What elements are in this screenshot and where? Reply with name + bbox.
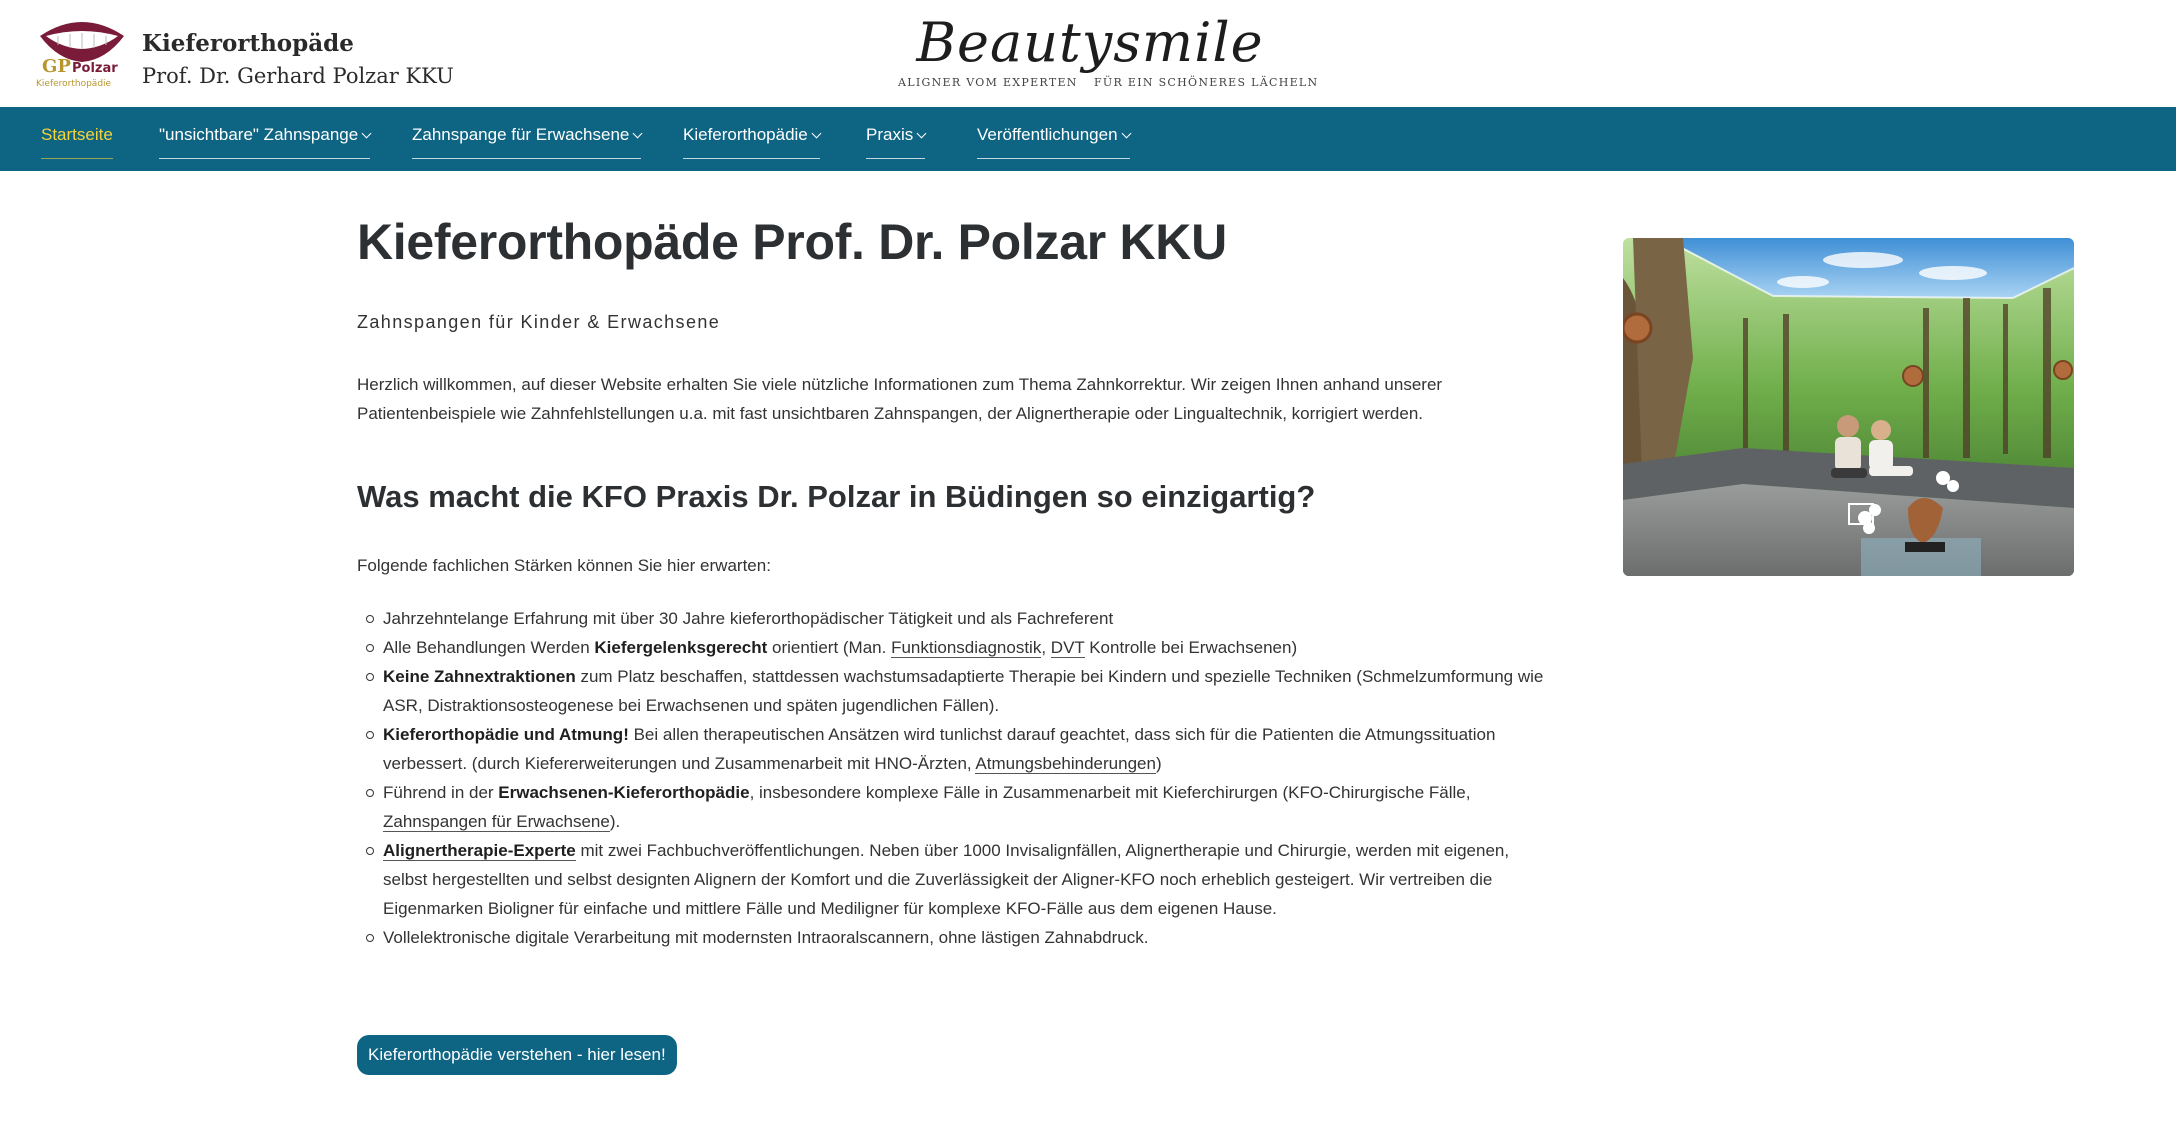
list-item-text: Führend in der	[383, 783, 499, 802]
list-item-text: Alle Behandlungen Werden	[383, 638, 595, 657]
nav-item-startseite[interactable]	[41, 125, 113, 159]
cta-read-more-button[interactable]: Kieferorthopädie verstehen - hier lesen!	[357, 1035, 677, 1075]
list-item-text: mit zwei Fachbuchveröffentlichungen. Neben über 1000 Invisalignfällen, Alignertherapie und Chirurgie, werden mit eigenen, selbst hergestellten und selbst designten Alignern der Komfort und die Zuverlässigkeit der Aligner-KFO noch erheblich gesteigert. Wir vertreiben die Eigenmarken Bioligner für einfache und mittlere Fälle und Mediligner für komplexe KFO-Fälle aus dem eigenen Hause.	[383, 841, 1510, 918]
nav-item-label: Zahnspange für Erwachsene	[412, 125, 630, 144]
brand-tagline-left: ALIGNER VOM EXPERTEN	[898, 76, 1078, 89]
list-item	[357, 778, 1547, 836]
list-item-text: ).	[609, 812, 621, 831]
list-item-bold: Erwachsenen-Kieferorthopädie	[498, 783, 750, 802]
nav-item-praxis[interactable]	[866, 125, 925, 159]
site-header	[0, 0, 2176, 107]
list-item-text: Kontrolle bei Erwachsenen)	[1084, 638, 1298, 657]
list-item-text: zum Platz beschaffen, stattdessen wachstumsadaptierte Therapie bei Kindern und spezielle Techniken (Schmelzumformung wie ASR, Distraktionsosteogenese bei Erwachsenen und späten jugendlichen Fällen).	[383, 667, 1544, 715]
nav-item-label: Praxis	[866, 125, 914, 144]
logo-mark-gp: GP	[42, 56, 71, 77]
nav-item-label: Kieferorthopädie	[683, 125, 808, 144]
nav-item-veroeffentlichungen[interactable]	[977, 125, 1130, 159]
list-lead-text: Folgende fachlichen Stärken können Sie hier erwarten:	[357, 556, 771, 575]
list-item	[357, 923, 1547, 952]
nav-item-label: Veröffentlichungen	[977, 125, 1118, 144]
list-item-text: Vollelektronische digitale Verarbeitung mit modernsten Intraoralscannern, ohne lästigen Zahnabdruck.	[383, 928, 1149, 947]
list-item	[357, 633, 1547, 662]
list-item-text: , insbesondere komplexe Fälle in Zusammenarbeit mit Kieferchirurgen (KFO-Chirurgische Fälle,	[749, 783, 1471, 802]
nav-item-kieferorthopaedie[interactable]	[683, 125, 820, 159]
nav-item-unsichtbare-zahnspange[interactable]	[159, 125, 370, 159]
practice-lounge-photo	[1623, 238, 2074, 576]
page-title: Kieferorthopäde Prof. Dr. Polzar KKU	[357, 214, 1227, 270]
main-navigation	[0, 107, 2176, 171]
page-tagline: Zahnspangen für Kinder & Erwachsene	[357, 312, 721, 332]
list-item-text: Bei allen therapeutischen Ansätzen wird tunlichst darauf geachtet, dass sich für die Patienten die Atmungssituation verbessert. (durch Kiefererweiterungen und Zusammenarbeit mit HNO-Ärzten,	[383, 725, 1496, 773]
list-item-text: ,	[1041, 638, 1051, 657]
logo-title: Kieferorthopäde	[142, 30, 354, 57]
funktionsdiagnostik-link[interactable]: Funktionsdiagnostik	[891, 638, 1042, 657]
section-heading: Was macht die KFO Praxis Dr. Polzar in Büdingen so einzigartig?	[357, 479, 1316, 514]
intro-paragraph: Herzlich willkommen, auf dieser Website erhalten Sie viele nützliche Informationen zum Thema Zahnkorrektur. Wir zeigen Ihnen anhand unserer Patientenbeispiele wie Zahnfehlstellungen u.a. mit fast unsichtbaren Zahnspangen, der Alignertherapie oder Lingualtechnik, korrigiert werden.	[357, 375, 1443, 423]
logo-subtitle: Prof. Dr. Gerhard Polzar KKU	[142, 64, 454, 88]
strengths-list	[357, 604, 1547, 952]
main-content	[357, 171, 1547, 1144]
smile-lips-logo	[36, 14, 128, 90]
practice-lounge-image	[1623, 238, 2074, 576]
nav-item-label: Startseite	[41, 125, 113, 144]
list-item-text: Jahrzehntelange Erfahrung mit über 30 Jahre kieferorthopädischer Tätigkeit und als Fachreferent	[383, 609, 1114, 628]
atmungsbehinderungen-link[interactable]: Atmungsbehinderungen	[975, 754, 1156, 773]
chevron-down-icon	[1121, 129, 1131, 139]
list-item	[357, 662, 1547, 720]
chevron-down-icon	[811, 129, 821, 139]
list-item-text: )	[1155, 754, 1162, 773]
chevron-down-icon	[917, 129, 927, 139]
list-item	[357, 836, 1547, 923]
list-item-bold: Kiefergelenksgerecht	[594, 638, 768, 657]
list-item-bold: Keine Zahnextraktionen	[383, 667, 576, 686]
alignertherapie-experte-link[interactable]: Alignertherapie-Experte	[383, 841, 576, 860]
zahnspangen-erwachsene-link[interactable]: Zahnspangen für Erwachsene	[383, 812, 610, 831]
list-item-text: orientiert (Man.	[767, 638, 892, 657]
list-item	[357, 604, 1547, 633]
chevron-down-icon	[633, 129, 643, 139]
dvt-link[interactable]: DVT	[1050, 638, 1085, 657]
logo-link[interactable]	[0, 0, 454, 107]
list-item	[357, 720, 1547, 778]
brand-tagline-right: FÜR EIN SCHÖNERES LÄCHELN	[1094, 76, 1319, 89]
nav-item-zahnspange-erwachsene[interactable]	[412, 125, 641, 159]
logo-mark-bottom: Kieferorthopädie	[36, 79, 112, 89]
chevron-down-icon	[362, 129, 372, 139]
nav-item-label: "unsichtbare" Zahnspange	[159, 125, 359, 144]
logo-mark-name: Polzar	[72, 61, 118, 76]
list-item-bold: Kieferorthopädie und Atmung!	[383, 725, 629, 744]
brand-wordmark: Beautysmile	[916, 11, 1264, 74]
beautysmile-brand-link[interactable]	[890, 11, 1319, 94]
